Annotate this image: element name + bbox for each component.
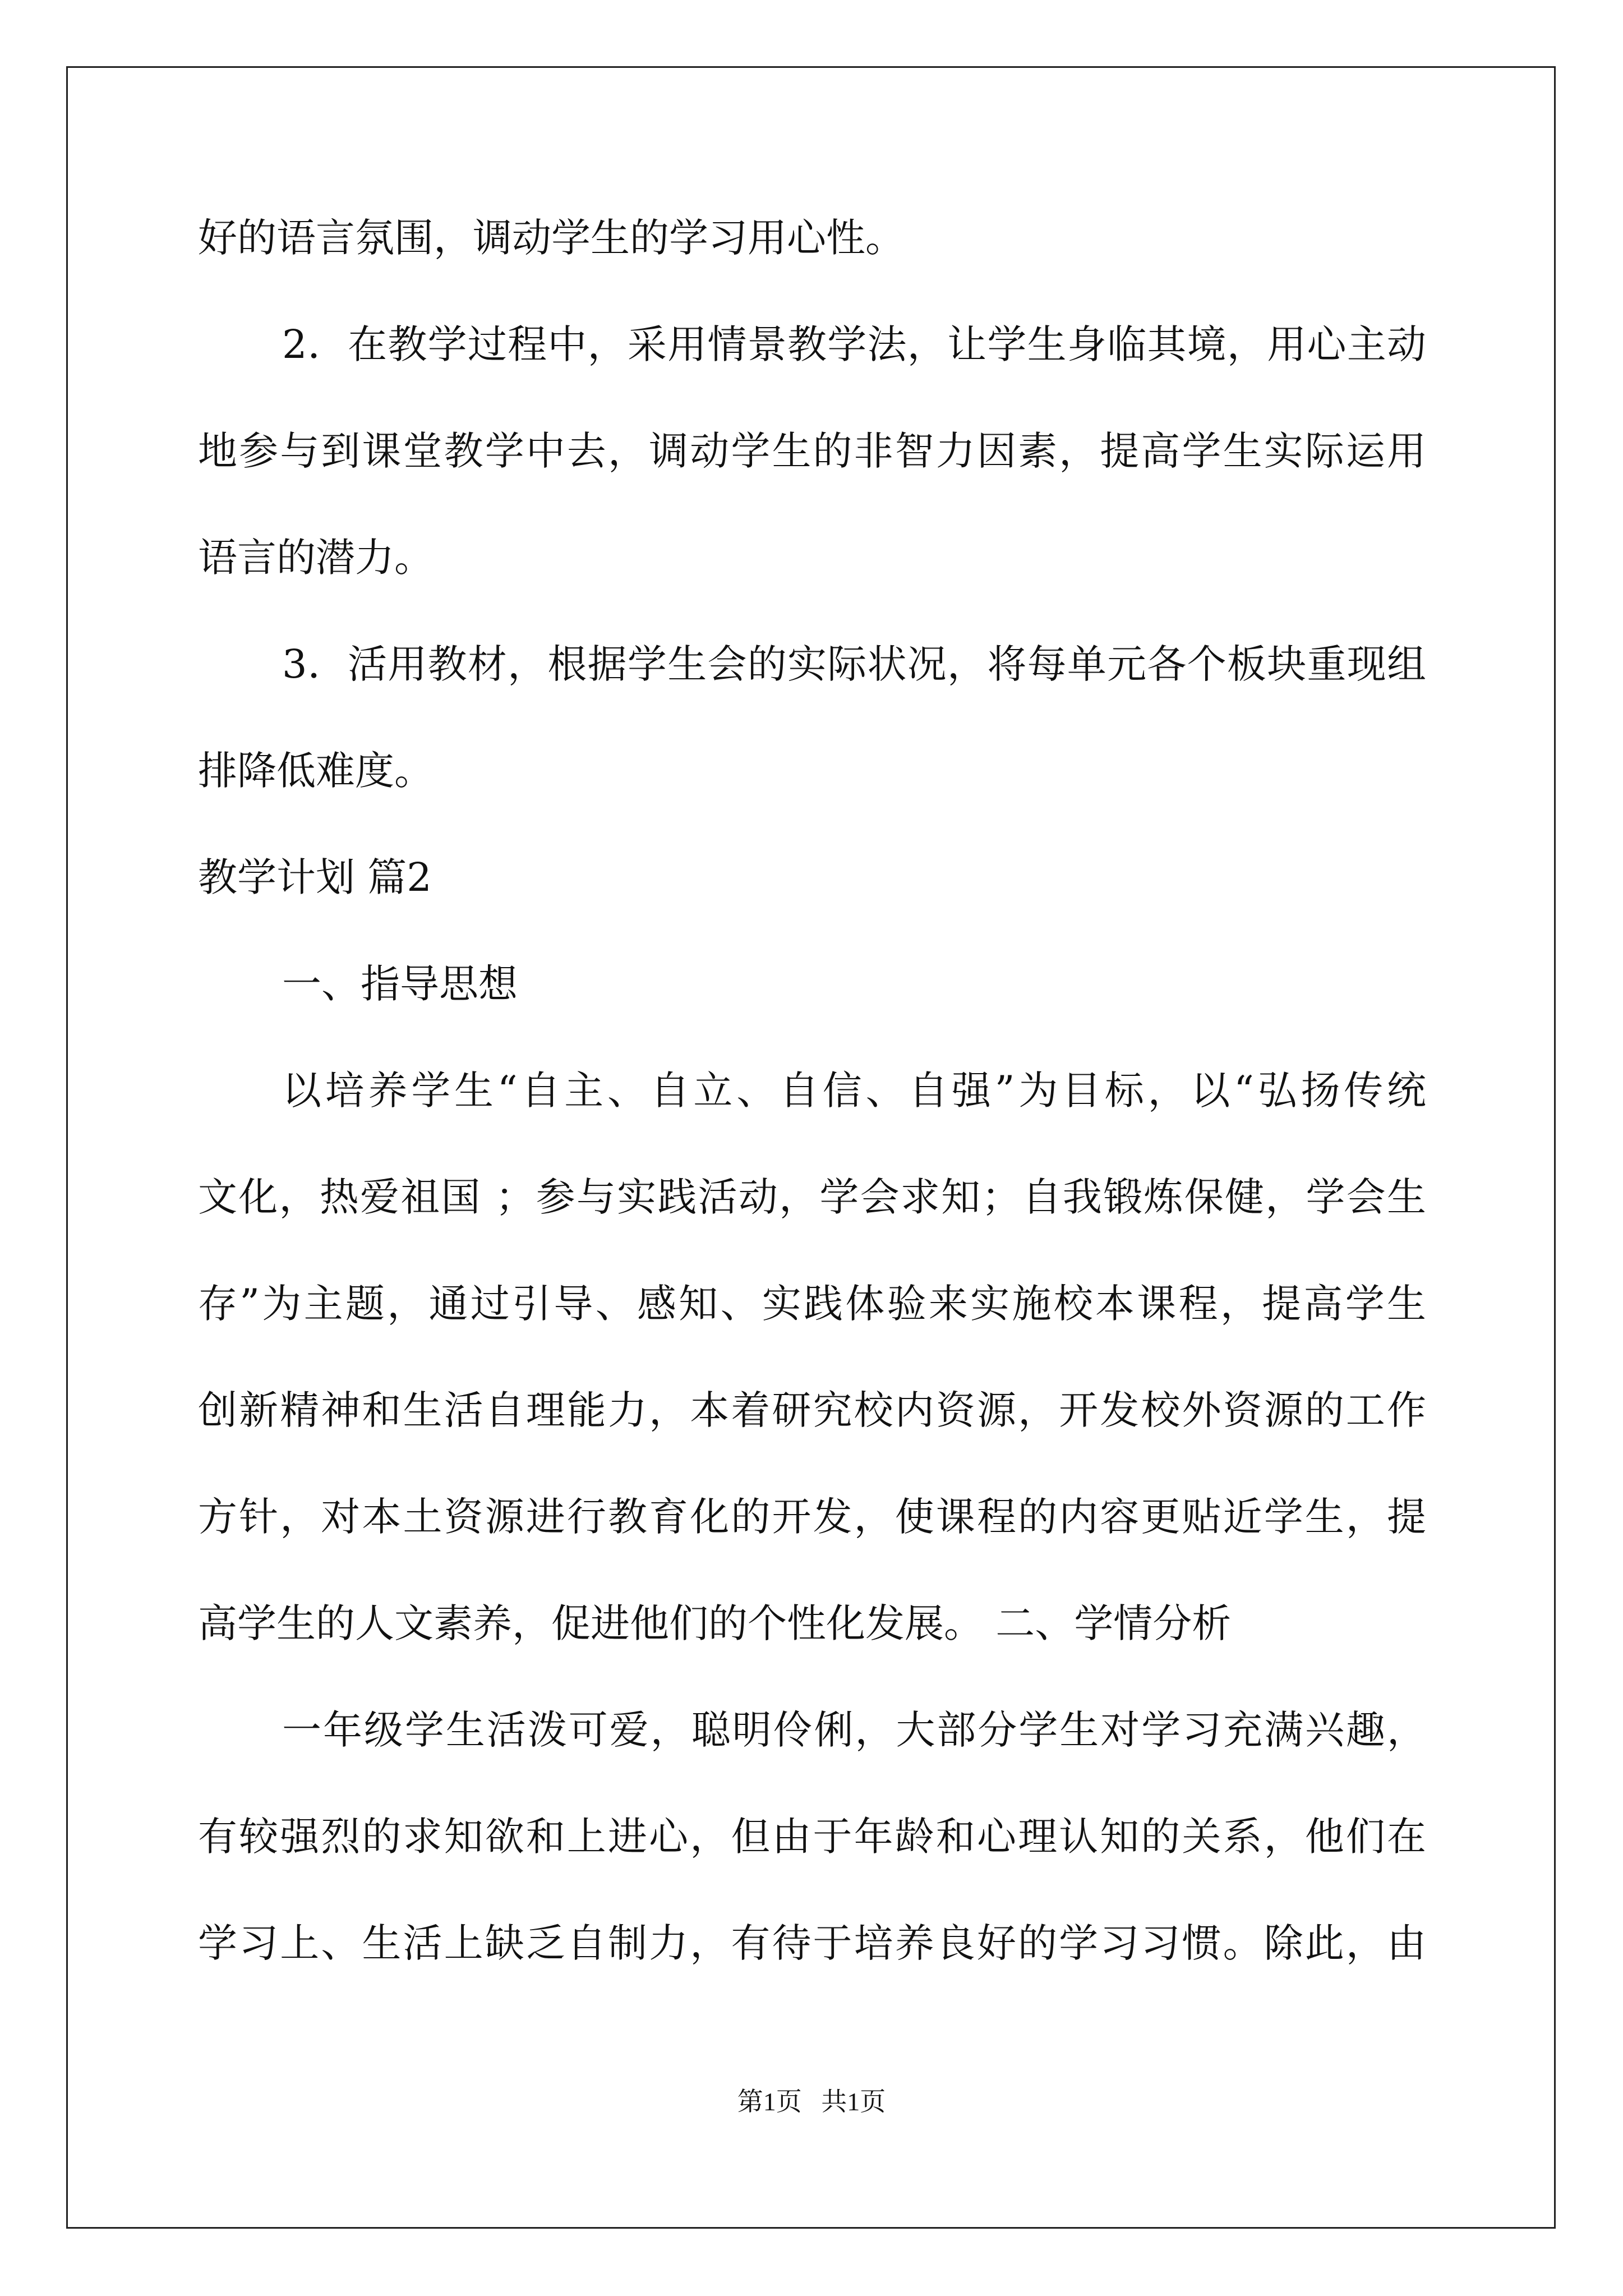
section-heading: 教学计划 篇2 xyxy=(198,854,432,900)
paragraph-line: 一年级学生活泼可爱，聪明伶俐，大部分学生对学习充满兴趣， xyxy=(282,1707,1426,1753)
paragraph-line: 地参与到课堂教学中去，调动学生的非智力因素，提高学生实际运用 xyxy=(198,428,1426,474)
paragraph-line: 有较强烈的求知欲和上进心，但由于年龄和心理认知的关系，他们在 xyxy=(198,1814,1426,1860)
paragraph-line: 学习上、生活上缺乏自制力，有待于培养良好的学习习惯。除此，由 xyxy=(198,1920,1426,1966)
paragraph-line: 存”为主题，通过引导、感知、实践体验来实施校本课程，提高学生 xyxy=(198,1281,1426,1327)
paragraph-line: 好的语言氛围，调动学生的学习用心性。 xyxy=(198,215,905,261)
paragraph-line: 排降低难度。 xyxy=(198,748,434,794)
paragraph-line: 语言的潜力。 xyxy=(198,535,434,581)
paragraph-line: 2．在教学过程中，采用情景教学法，让学生身临其境，用心主动 xyxy=(282,321,1426,367)
paragraph-line: 创新精神和生活自理能力，本着研究校内资源，开发校外资源的工作 xyxy=(198,1387,1426,1433)
paragraph-line: 3．活用教材，根据学生会的实际状况，将每单元各个板块重现组 xyxy=(282,641,1426,687)
paragraph-line: 以培养学生“自主、自立、自信、自强”为目标，以“弘扬传统 xyxy=(282,1068,1426,1114)
document-body xyxy=(198,206,1426,2018)
subsection-heading: 一、指导思想 xyxy=(282,961,518,1007)
paragraph-line: 高学生的人文素养，促进他们的个性化发展。 二、学情分析 xyxy=(198,1600,1232,1646)
paragraph-line: 文化，热爱祖国 ；参与实践活动，学会求知；自我锻炼保健，学会生 xyxy=(198,1174,1426,1220)
page-footer: 第1页 共1页 xyxy=(737,2087,886,2116)
paragraph-line: 方针，对本土资源进行教育化的开发，使课程的内容更贴近学生，提 xyxy=(198,1494,1426,1540)
